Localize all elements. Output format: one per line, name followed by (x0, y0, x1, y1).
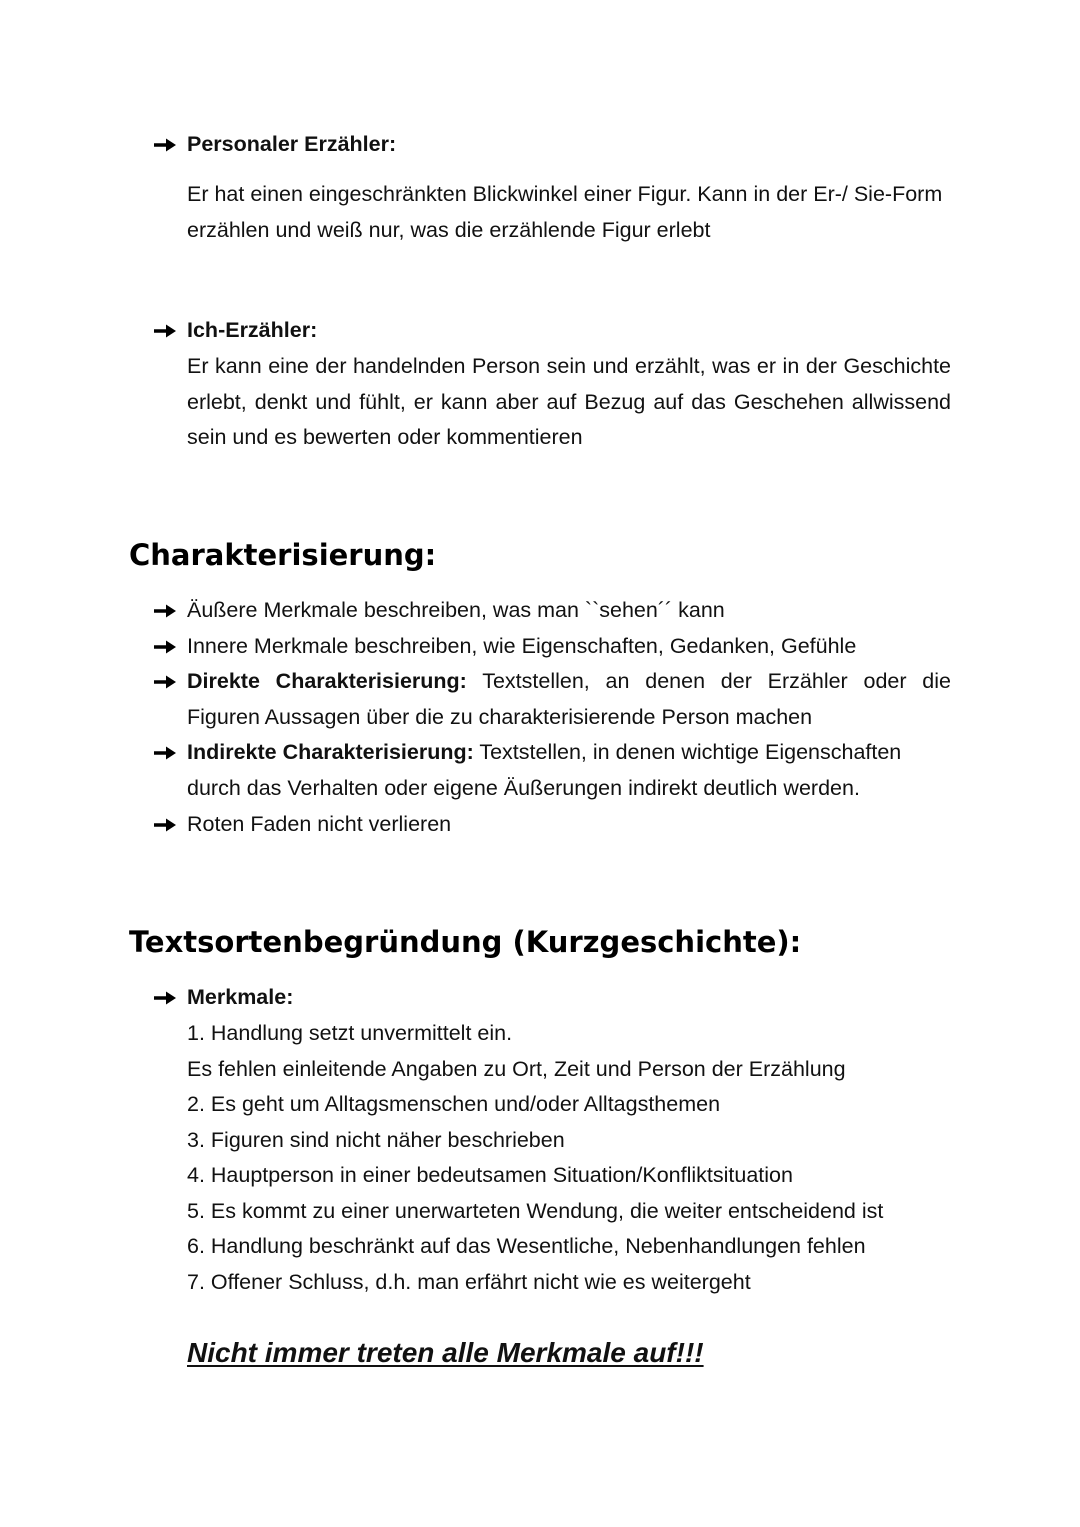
list-item: 4. Hauptperson in einer bedeutsamen Situation/Konfliktsituation (187, 1163, 793, 1187)
charakterisierung-item-text (187, 664, 951, 735)
direkte-charakterisierung-text: Textstellen, an denen der Erzähler oder die Figuren Aussagen über die zu charakterisierende Person machen (187, 669, 951, 729)
hinweis-merkmale: Nicht immer treten alle Merkmale auf!!! (187, 1337, 704, 1368)
charakterisierung-item-text (187, 735, 951, 806)
indirekte-charakterisierung-label: Indirekte Charakterisierung: (187, 740, 474, 764)
personaler-erzaehler-text: Er hat einen eingeschränkten Blickwinkel einer Figur. Kann in der Er-/ Sie-Form erzählen und weiß nur, was die erzählende Figur erlebt (187, 182, 943, 242)
arrow-right-icon (153, 313, 181, 349)
list-item: 5. Es kommt zu einer unerwarteten Wendung, die weiter entscheidend ist (187, 1198, 884, 1223)
direkte-charakterisierung-label: Direkte Charakterisierung: (187, 669, 467, 693)
merkmale-list (187, 1016, 967, 1300)
ich-erzaehler-label: Ich-Erzähler: (187, 318, 318, 342)
ich-erzaehler-text: Er kann eine der handelnden Person sein und erzählt, was er in der Geschichte erlebt, denkt und fühlt, er kann aber auf Bezug auf das Geschehen allwissend sein und es bewerten oder kommentieren (187, 354, 951, 449)
list-item: Es fehlen einleitende Angaben zu Ort, Zeit und Person der Erzählung (187, 1056, 846, 1081)
arrow-right-icon (153, 980, 181, 1016)
arrow-right-icon (153, 664, 181, 700)
indirekte-charakterisierung-text: Textstellen, in denen wichtige Eigenschaften durch das Verhalten oder eigene Äußerungen indirekt deutlich werden. (187, 740, 902, 800)
arrow-right-icon (153, 807, 181, 843)
merkmale-label: Merkmale: (187, 985, 294, 1009)
personaler-erzaehler-label: Personaler Erzähler: (187, 132, 397, 156)
charakterisierung-item-text: Innere Merkmale beschreiben, wie Eigenschaften, Gedanken, Gefühle (187, 634, 857, 658)
charakterisierung-item-text: Roten Faden nicht verlieren (187, 812, 452, 836)
arrow-right-icon (153, 735, 181, 771)
charakterisierung-item-text: Äußere Merkmale beschreiben, was man ``sehen´´ kann (187, 598, 725, 622)
list-item: 2. Es geht um Alltagsmenschen und/oder Alltagsthemen (187, 1092, 721, 1116)
arrow-right-icon (153, 629, 181, 665)
heading-textsortenbegruendung: Textsortenbegründung (Kurzgeschichte): (129, 925, 802, 959)
list-item: 7. Offener Schluss, d.h. man erfährt nicht wie es weitergeht (187, 1269, 751, 1294)
list-item: 6. Handlung beschränkt auf das Wesentliche, Nebenhandlungen fehlen (187, 1234, 866, 1258)
heading-charakterisierung: Charakterisierung: (129, 538, 437, 572)
list-item: 3. Figuren sind nicht näher beschrieben (187, 1127, 565, 1152)
arrow-right-icon (153, 593, 181, 629)
list-item: 1. Handlung setzt unvermittelt ein. (187, 1021, 513, 1045)
arrow-right-icon (153, 127, 181, 163)
